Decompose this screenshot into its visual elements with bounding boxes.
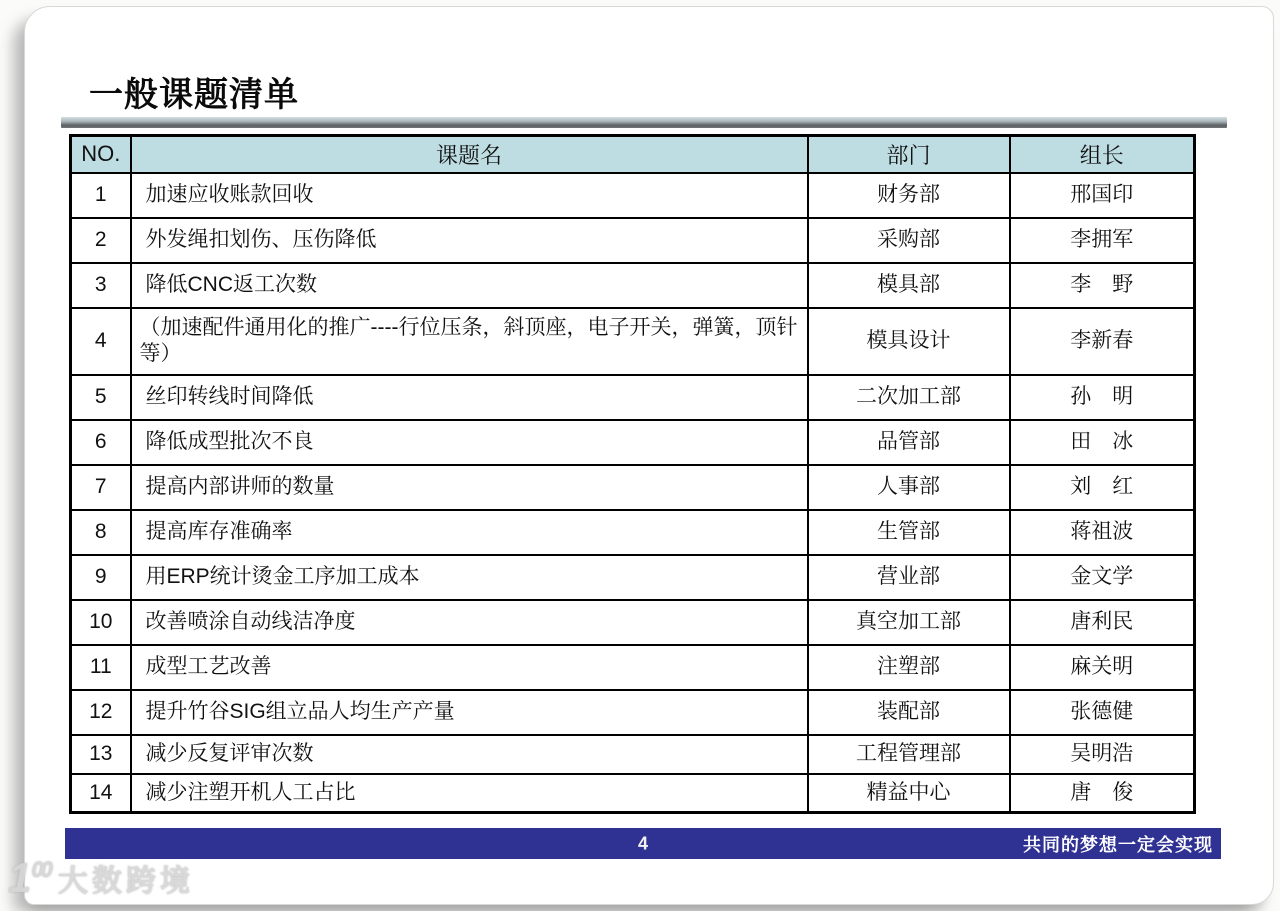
table-row <box>71 690 1195 735</box>
cell-dept: 模具部 <box>808 263 1010 308</box>
cell-topic: 提高内部讲师的数量 <box>131 465 808 510</box>
cell-leader: 吴明浩 <box>1010 735 1195 774</box>
table-header-row <box>71 136 1195 173</box>
cell-no: 1 <box>71 173 131 218</box>
cell-no: 3 <box>71 263 131 308</box>
cell-dept: 工程管理部 <box>808 735 1010 774</box>
watermark-logo <box>8 854 50 901</box>
header-leader: 组长 <box>1010 136 1195 173</box>
table-header <box>71 136 1195 173</box>
table-row <box>71 308 1195 375</box>
footer-bar <box>65 828 1221 859</box>
cell-no: 6 <box>71 420 131 465</box>
cell-leader: 唐利民 <box>1010 600 1195 645</box>
cell-no: 9 <box>71 555 131 600</box>
table-row <box>71 600 1195 645</box>
cell-leader: 李新春 <box>1010 308 1195 375</box>
table-row <box>71 465 1195 510</box>
cell-dept: 真空加工部 <box>808 600 1010 645</box>
table-row <box>71 645 1195 690</box>
table-row <box>71 774 1195 813</box>
cell-leader: 金文学 <box>1010 555 1195 600</box>
cell-no: 14 <box>71 774 131 813</box>
cell-no: 12 <box>71 690 131 735</box>
page-title: 一般课题清单 <box>89 76 299 114</box>
cell-leader: 唐 俊 <box>1010 774 1195 813</box>
cell-topic: 提高库存准确率 <box>131 510 808 555</box>
cell-leader: 邢国印 <box>1010 173 1195 218</box>
header-no: NO. <box>71 136 131 173</box>
watermark-text: 大数跨境 <box>57 865 194 898</box>
watermark-logo-one: 1 <box>8 854 32 901</box>
cell-no: 11 <box>71 645 131 690</box>
cell-leader: 孙 明 <box>1010 375 1195 420</box>
cell-dept: 生管部 <box>808 510 1010 555</box>
cell-leader: 麻关明 <box>1010 645 1195 690</box>
projects-table-wrap <box>69 134 1196 814</box>
cell-dept: 二次加工部 <box>808 375 1010 420</box>
table-row <box>71 420 1195 465</box>
cell-no: 4 <box>71 308 131 375</box>
cell-no: 2 <box>71 218 131 263</box>
cell-dept: 精益中心 <box>808 774 1010 813</box>
cell-leader: 田 冰 <box>1010 420 1195 465</box>
cell-dept: 注塑部 <box>808 645 1010 690</box>
table-row <box>71 173 1195 218</box>
table-row <box>71 375 1195 420</box>
cell-no: 7 <box>71 465 131 510</box>
table-row <box>71 510 1195 555</box>
header-topic: 课题名 <box>131 136 808 173</box>
footer-slogan: 共同的梦想一定会实现 <box>1023 834 1213 855</box>
cell-dept: 人事部 <box>808 465 1010 510</box>
cell-dept: 品管部 <box>808 420 1010 465</box>
cell-dept: 营业部 <box>808 555 1010 600</box>
cell-no: 8 <box>71 510 131 555</box>
cell-dept: 模具设计 <box>808 308 1010 375</box>
cell-dept: 采购部 <box>808 218 1010 263</box>
cell-topic: 用ERP统计烫金工序加工成本 <box>131 555 808 600</box>
watermark <box>8 856 194 900</box>
cell-topic: 提升竹谷SIG组立品人均生产产量 <box>131 690 808 735</box>
cell-no: 5 <box>71 375 131 420</box>
cell-leader: 李 野 <box>1010 263 1195 308</box>
table-row <box>71 555 1195 600</box>
projects-table <box>69 134 1196 814</box>
cell-topic: 加速应收账款回收 <box>131 173 808 218</box>
cell-leader: 刘 红 <box>1010 465 1195 510</box>
cell-leader: 蒋祖波 <box>1010 510 1195 555</box>
table-row <box>71 735 1195 774</box>
cell-topic: 减少注塑开机人工占比 <box>131 774 808 813</box>
cell-topic: 丝印转线时间降低 <box>131 375 808 420</box>
cell-dept: 财务部 <box>808 173 1010 218</box>
header-dept: 部门 <box>808 136 1010 173</box>
slide-page <box>24 6 1274 905</box>
cell-dept: 装配部 <box>808 690 1010 735</box>
cell-no: 10 <box>71 600 131 645</box>
cell-leader: 李拥军 <box>1010 218 1195 263</box>
cell-topic: 成型工艺改善 <box>131 645 808 690</box>
cell-topic: 减少反复评审次数 <box>131 735 808 774</box>
cell-topic: 外发绳扣划伤、压伤降低 <box>131 218 808 263</box>
title-divider <box>61 117 1227 128</box>
table-body <box>71 173 1195 813</box>
cell-topic: 降低CNC返工次数 <box>131 263 808 308</box>
watermark-logo-zeros: 00 <box>31 857 50 882</box>
cell-topic: 改善喷涂自动线洁净度 <box>131 600 808 645</box>
table-row <box>71 218 1195 263</box>
cell-topic: 降低成型批次不良 <box>131 420 808 465</box>
cell-no: 13 <box>71 735 131 774</box>
cell-leader: 张德健 <box>1010 690 1195 735</box>
table-row <box>71 263 1195 308</box>
cell-topic: （加速配件通用化的推广----行位压条，斜顶座，电子开关，弹簧，顶针等） <box>131 308 808 375</box>
page-number: 4 <box>637 833 649 853</box>
